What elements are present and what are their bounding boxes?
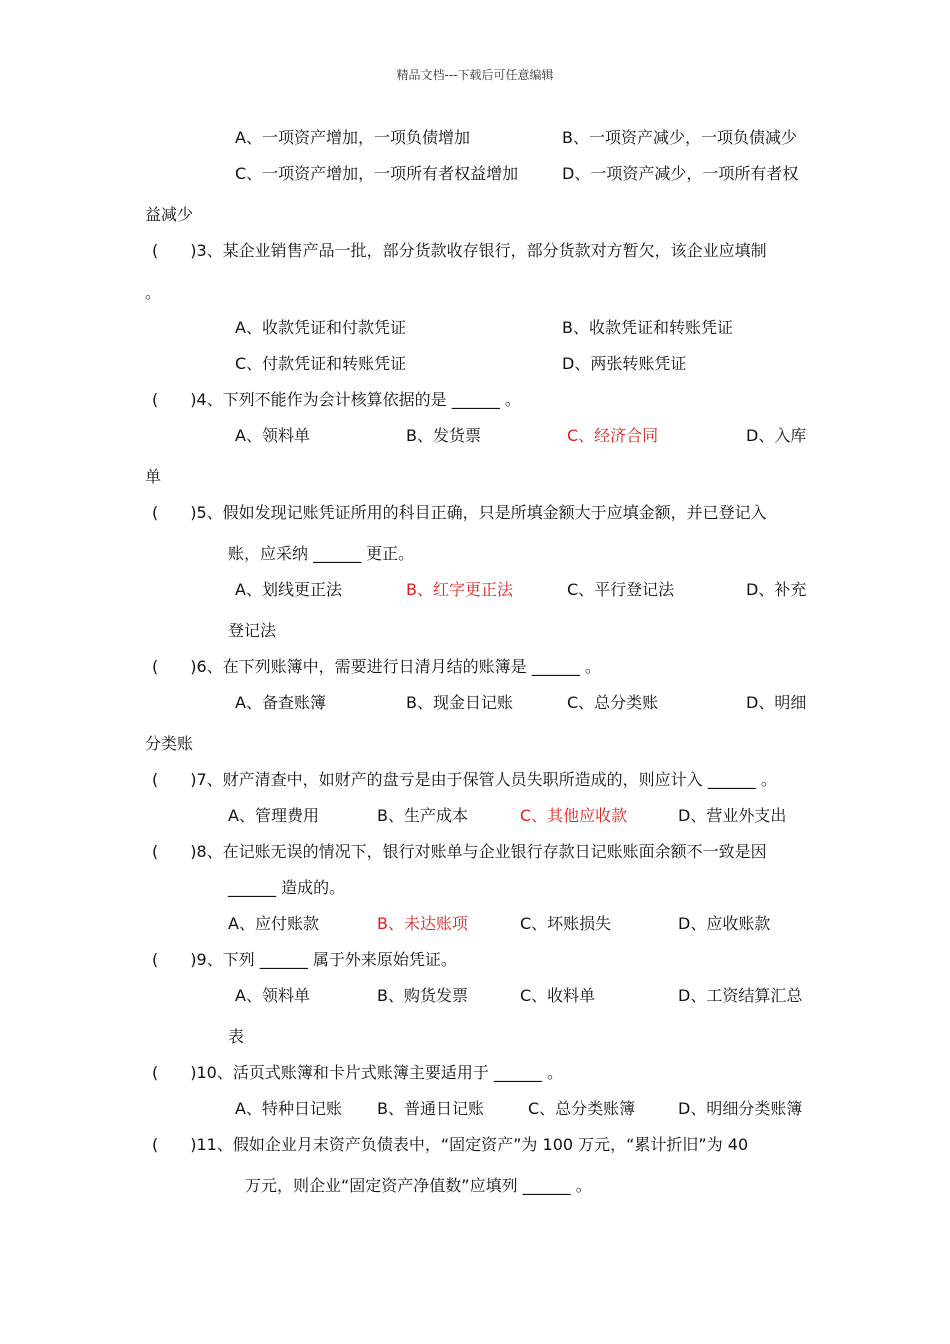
text-line: D、明细 [746,693,807,712]
text-line: B、红字更正法 [406,580,513,599]
text-line: A、领料单 [235,426,310,445]
text-line: ( )4、下列不能作为会计核算依据的是 ______ 。 [152,390,521,409]
text-line: ( )9、下列 ______ 属于外来原始凭证。 [152,950,457,969]
text-line: D、应收账款 [678,914,771,933]
text-line: D、补充 [746,580,807,599]
text-line: B、普通日记账 [377,1099,484,1118]
text-line: 账，应采纳 ______ 更正。 [228,544,415,563]
text-line: B、一项资产减少，一项负债减少 [562,128,797,147]
text-line: B、购货发票 [377,986,468,1005]
text-line: A、备查账簿 [235,693,326,712]
text-line: A、领料单 [235,986,310,1005]
text-line: C、一项资产增加，一项所有者权益增加 [235,164,519,183]
text-line: D、营业外支出 [678,806,787,825]
text-line: B、现金日记账 [406,693,513,712]
text-line: C、经济合同 [567,426,659,445]
page-header: 精品文档---下载后可任意编辑 [396,68,554,82]
text-line: C、总分类账簿 [528,1099,636,1118]
text-line: ( )3、某企业销售产品一批，部分货款收存银行，部分货款对方暂欠，该企业应填制 [152,241,767,260]
text-line: 。 [145,283,162,302]
text-line: C、付款凭证和转账凭证 [235,354,407,373]
text-line: D、明细分类账簿 [678,1099,803,1118]
text-line: B、发货票 [406,426,481,445]
text-line: D、一项资产减少，一项所有者权 [562,164,799,183]
text-line: 益减少 [145,205,194,224]
text-line: C、总分类账 [567,693,659,712]
text-line: C、收料单 [520,986,596,1005]
text-line: A、管理费用 [228,806,319,825]
text-line: B、生产成本 [377,806,468,825]
text-line: D、入库 [746,426,807,445]
text-line: A、划线更正法 [235,580,342,599]
text-line: B、收款凭证和转账凭证 [562,318,733,337]
text-line: C、其他应收款 [520,806,628,825]
text-line: A、收款凭证和付款凭证 [235,318,406,337]
text-line: 登记法 [228,621,277,640]
text-line: A、特种日记账 [235,1099,342,1118]
text-line: ( )6、在下列账簿中，需要进行日清月结的账簿是 ______ 。 [152,657,601,676]
text-line: ( )11、假如企业月末资产负债表中，“固定资产”为 100 万元，“累计折旧”为 40 [152,1135,749,1154]
text-line: 万元，则企业“固定资产净值数”应填列 ______ 。 [245,1176,592,1195]
text-line: A、一项资产增加，一项负债增加 [235,128,470,147]
text-line: 分类账 [145,734,194,753]
text-line: C、平行登记法 [567,580,675,599]
text-line: 表 [228,1027,245,1046]
text-line: ( )7、财产清查中，如财产的盘亏是由于保管人员失职所造成的，则应计入 ______ 。 [152,770,777,789]
text-line: ( )5、假如发现记账凭证所用的科目正确，只是所填金额大于应填金额，并已登记入 [152,503,767,522]
text-line: 单 [145,467,162,486]
text-line: B、未达账项 [377,914,468,933]
text-line: ( )10、活页式账簿和卡片式账簿主要适用于 ______ 。 [152,1063,564,1082]
text-line: ______ 造成的。 [228,878,346,897]
text-line: ( )8、在记账无误的情况下，银行对账单与企业银行存款日记账账面余额不一致是因 [152,842,767,861]
text-line: C、坏账损失 [520,914,612,933]
text-line: D、工资结算汇总 [678,986,803,1005]
text-line: A、应付账款 [228,914,319,933]
text-line: D、两张转账凭证 [562,354,687,373]
